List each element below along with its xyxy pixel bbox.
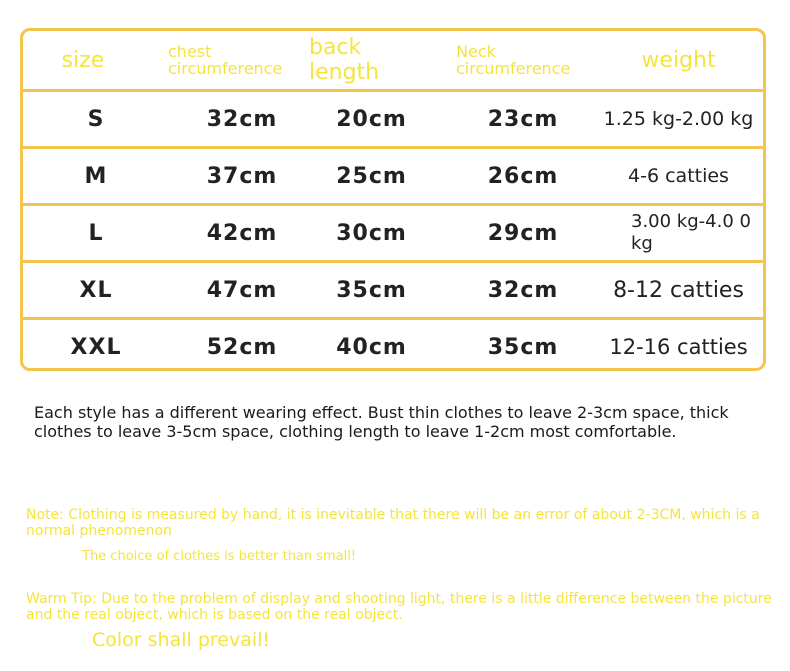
weight-cell: 1.25 kg-2.00 kg — [603, 108, 754, 130]
neck-cell: 26cm — [487, 163, 559, 189]
weight-cell: 3.00 kg-4.0 0 kg — [631, 211, 751, 254]
neck-cell: 35cm — [487, 334, 559, 360]
back-cell: 35cm — [336, 277, 407, 303]
table-header-row — [23, 31, 763, 89]
size-cell: XL — [79, 277, 113, 303]
size-chart-table — [20, 28, 766, 371]
chest-cell: 52cm — [206, 334, 278, 360]
header-size: size — [61, 47, 105, 73]
table-row — [23, 203, 763, 260]
chest-cell: 37cm — [206, 163, 278, 189]
warm-tip-note: Warm Tip: Due to the problem of display and shooting light, there is a little difference between the picture and the real object, which is based on the real object. — [26, 591, 772, 623]
size-cell: S — [87, 106, 105, 132]
measurement-note: Note: Clothing is measured by hand, it is inevitable that there will be an error of about 2-3CM, which is a normal phenomenon — [26, 507, 760, 539]
weight-cell: 12-16 catties — [609, 335, 748, 359]
chest-cell: 47cm — [206, 277, 278, 303]
color-note: Color shall prevail! — [92, 629, 271, 651]
table-row — [23, 260, 763, 317]
back-cell: 25cm — [336, 163, 407, 189]
wearing-advice-text: Each style has a different wearing effect. Bust thin clothes to leave 2-3cm space, thick clothes to leave 3-5cm space, clothing length to leave 1-2cm most comfortable. — [34, 403, 729, 441]
size-cell: L — [88, 220, 104, 246]
back-cell: 20cm — [336, 106, 407, 132]
header-weight: weight — [641, 47, 716, 73]
chest-cell: 32cm — [206, 106, 278, 132]
neck-cell: 32cm — [487, 277, 559, 303]
size-cell: M — [84, 163, 108, 189]
table-row — [23, 89, 763, 146]
back-cell: 40cm — [336, 334, 407, 360]
weight-cell: 8-12 catties — [613, 277, 744, 303]
header-chest: chest circumference — [168, 42, 283, 78]
chest-cell: 42cm — [206, 220, 278, 246]
header-back-length: back length — [309, 35, 380, 85]
size-choice-note: The choice of clothes is better than small! — [82, 549, 357, 564]
header-neck: Neck circumference — [456, 42, 571, 78]
table-row — [23, 146, 763, 203]
size-cell: XXL — [70, 334, 122, 360]
back-cell: 30cm — [336, 220, 407, 246]
neck-cell: 29cm — [487, 220, 559, 246]
neck-cell: 23cm — [487, 106, 559, 132]
table-row — [23, 317, 763, 371]
weight-cell: 4-6 catties — [628, 165, 729, 187]
